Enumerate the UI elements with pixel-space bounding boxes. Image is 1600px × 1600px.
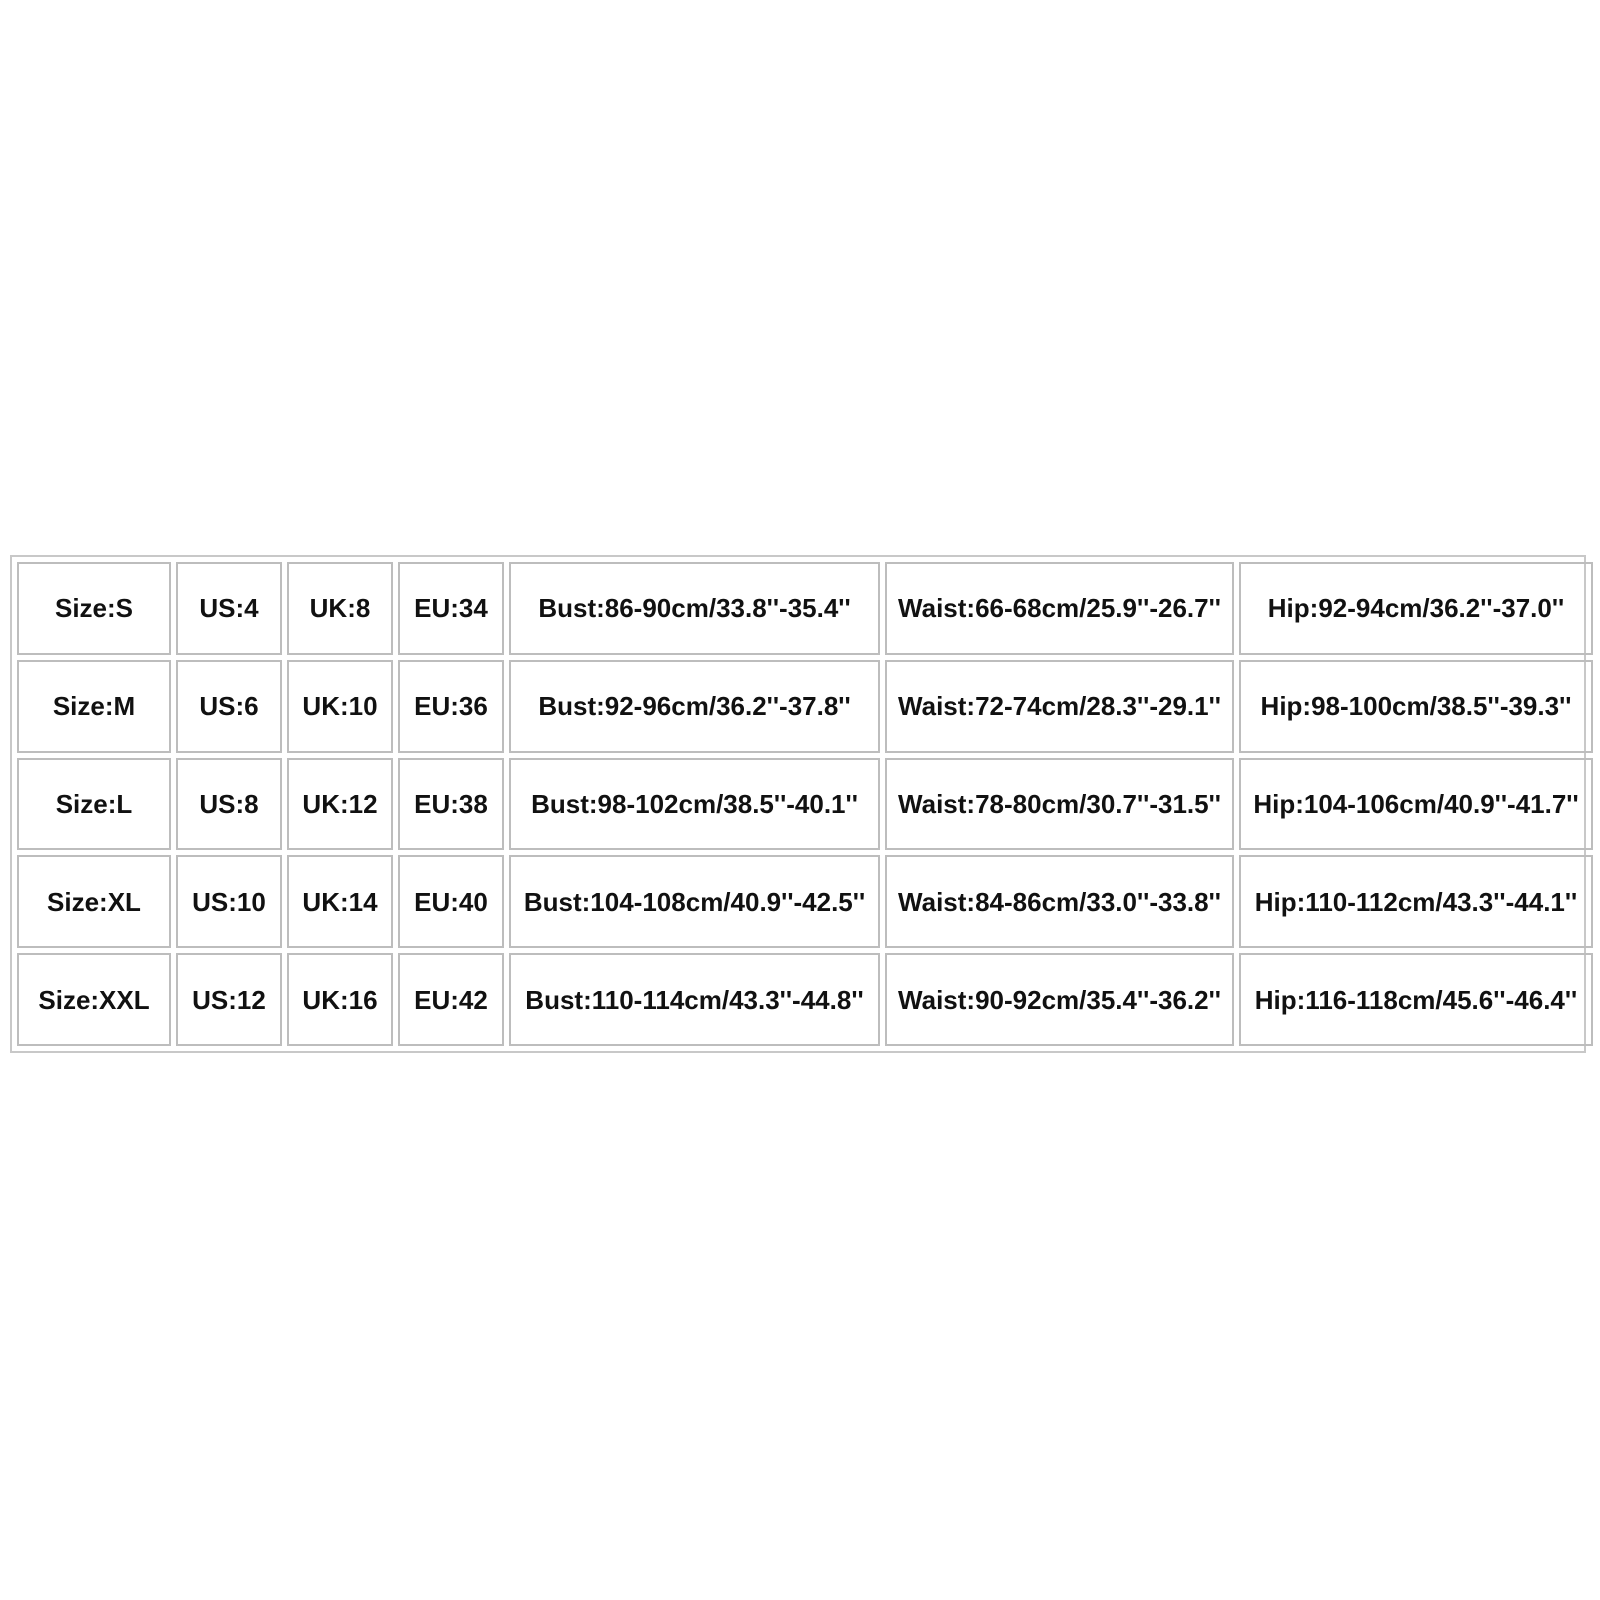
- table-row: [17, 660, 1593, 753]
- table-row: [17, 758, 1593, 851]
- hip-cell: Hip:104-106cm/40.9''-41.7'': [1239, 758, 1593, 851]
- size-cell: Size:XXL: [17, 953, 171, 1046]
- uk-size-cell: UK:16: [287, 953, 393, 1046]
- table-row: [17, 953, 1593, 1046]
- waist-cell: Waist:84-86cm/33.0''-33.8'': [885, 855, 1234, 948]
- size-chart: [10, 555, 1586, 1053]
- bust-cell: Bust:92-96cm/36.2''-37.8'': [509, 660, 880, 753]
- eu-size-cell: EU:36: [398, 660, 504, 753]
- uk-size-cell: UK:12: [287, 758, 393, 851]
- us-size-cell: US:12: [176, 953, 282, 1046]
- size-cell: Size:M: [17, 660, 171, 753]
- table-row: [17, 855, 1593, 948]
- us-size-cell: US:10: [176, 855, 282, 948]
- size-cell: Size:S: [17, 562, 171, 655]
- uk-size-cell: UK:10: [287, 660, 393, 753]
- hip-cell: Hip:116-118cm/45.6''-46.4'': [1239, 953, 1593, 1046]
- bust-cell: Bust:86-90cm/33.8''-35.4'': [509, 562, 880, 655]
- bust-cell: Bust:104-108cm/40.9''-42.5'': [509, 855, 880, 948]
- table-row: [17, 562, 1593, 655]
- bust-cell: Bust:98-102cm/38.5''-40.1'': [509, 758, 880, 851]
- size-cell: Size:L: [17, 758, 171, 851]
- size-cell: Size:XL: [17, 855, 171, 948]
- us-size-cell: US:4: [176, 562, 282, 655]
- waist-cell: Waist:90-92cm/35.4''-36.2'': [885, 953, 1234, 1046]
- size-chart-table: [12, 557, 1598, 1051]
- eu-size-cell: EU:38: [398, 758, 504, 851]
- us-size-cell: US:6: [176, 660, 282, 753]
- waist-cell: Waist:72-74cm/28.3''-29.1'': [885, 660, 1234, 753]
- hip-cell: Hip:98-100cm/38.5''-39.3'': [1239, 660, 1593, 753]
- eu-size-cell: EU:40: [398, 855, 504, 948]
- us-size-cell: US:8: [176, 758, 282, 851]
- waist-cell: Waist:78-80cm/30.7''-31.5'': [885, 758, 1234, 851]
- bust-cell: Bust:110-114cm/43.3''-44.8'': [509, 953, 880, 1046]
- eu-size-cell: EU:42: [398, 953, 504, 1046]
- uk-size-cell: UK:8: [287, 562, 393, 655]
- waist-cell: Waist:66-68cm/25.9''-26.7'': [885, 562, 1234, 655]
- eu-size-cell: EU:34: [398, 562, 504, 655]
- uk-size-cell: UK:14: [287, 855, 393, 948]
- hip-cell: Hip:110-112cm/43.3''-44.1'': [1239, 855, 1593, 948]
- hip-cell: Hip:92-94cm/36.2''-37.0'': [1239, 562, 1593, 655]
